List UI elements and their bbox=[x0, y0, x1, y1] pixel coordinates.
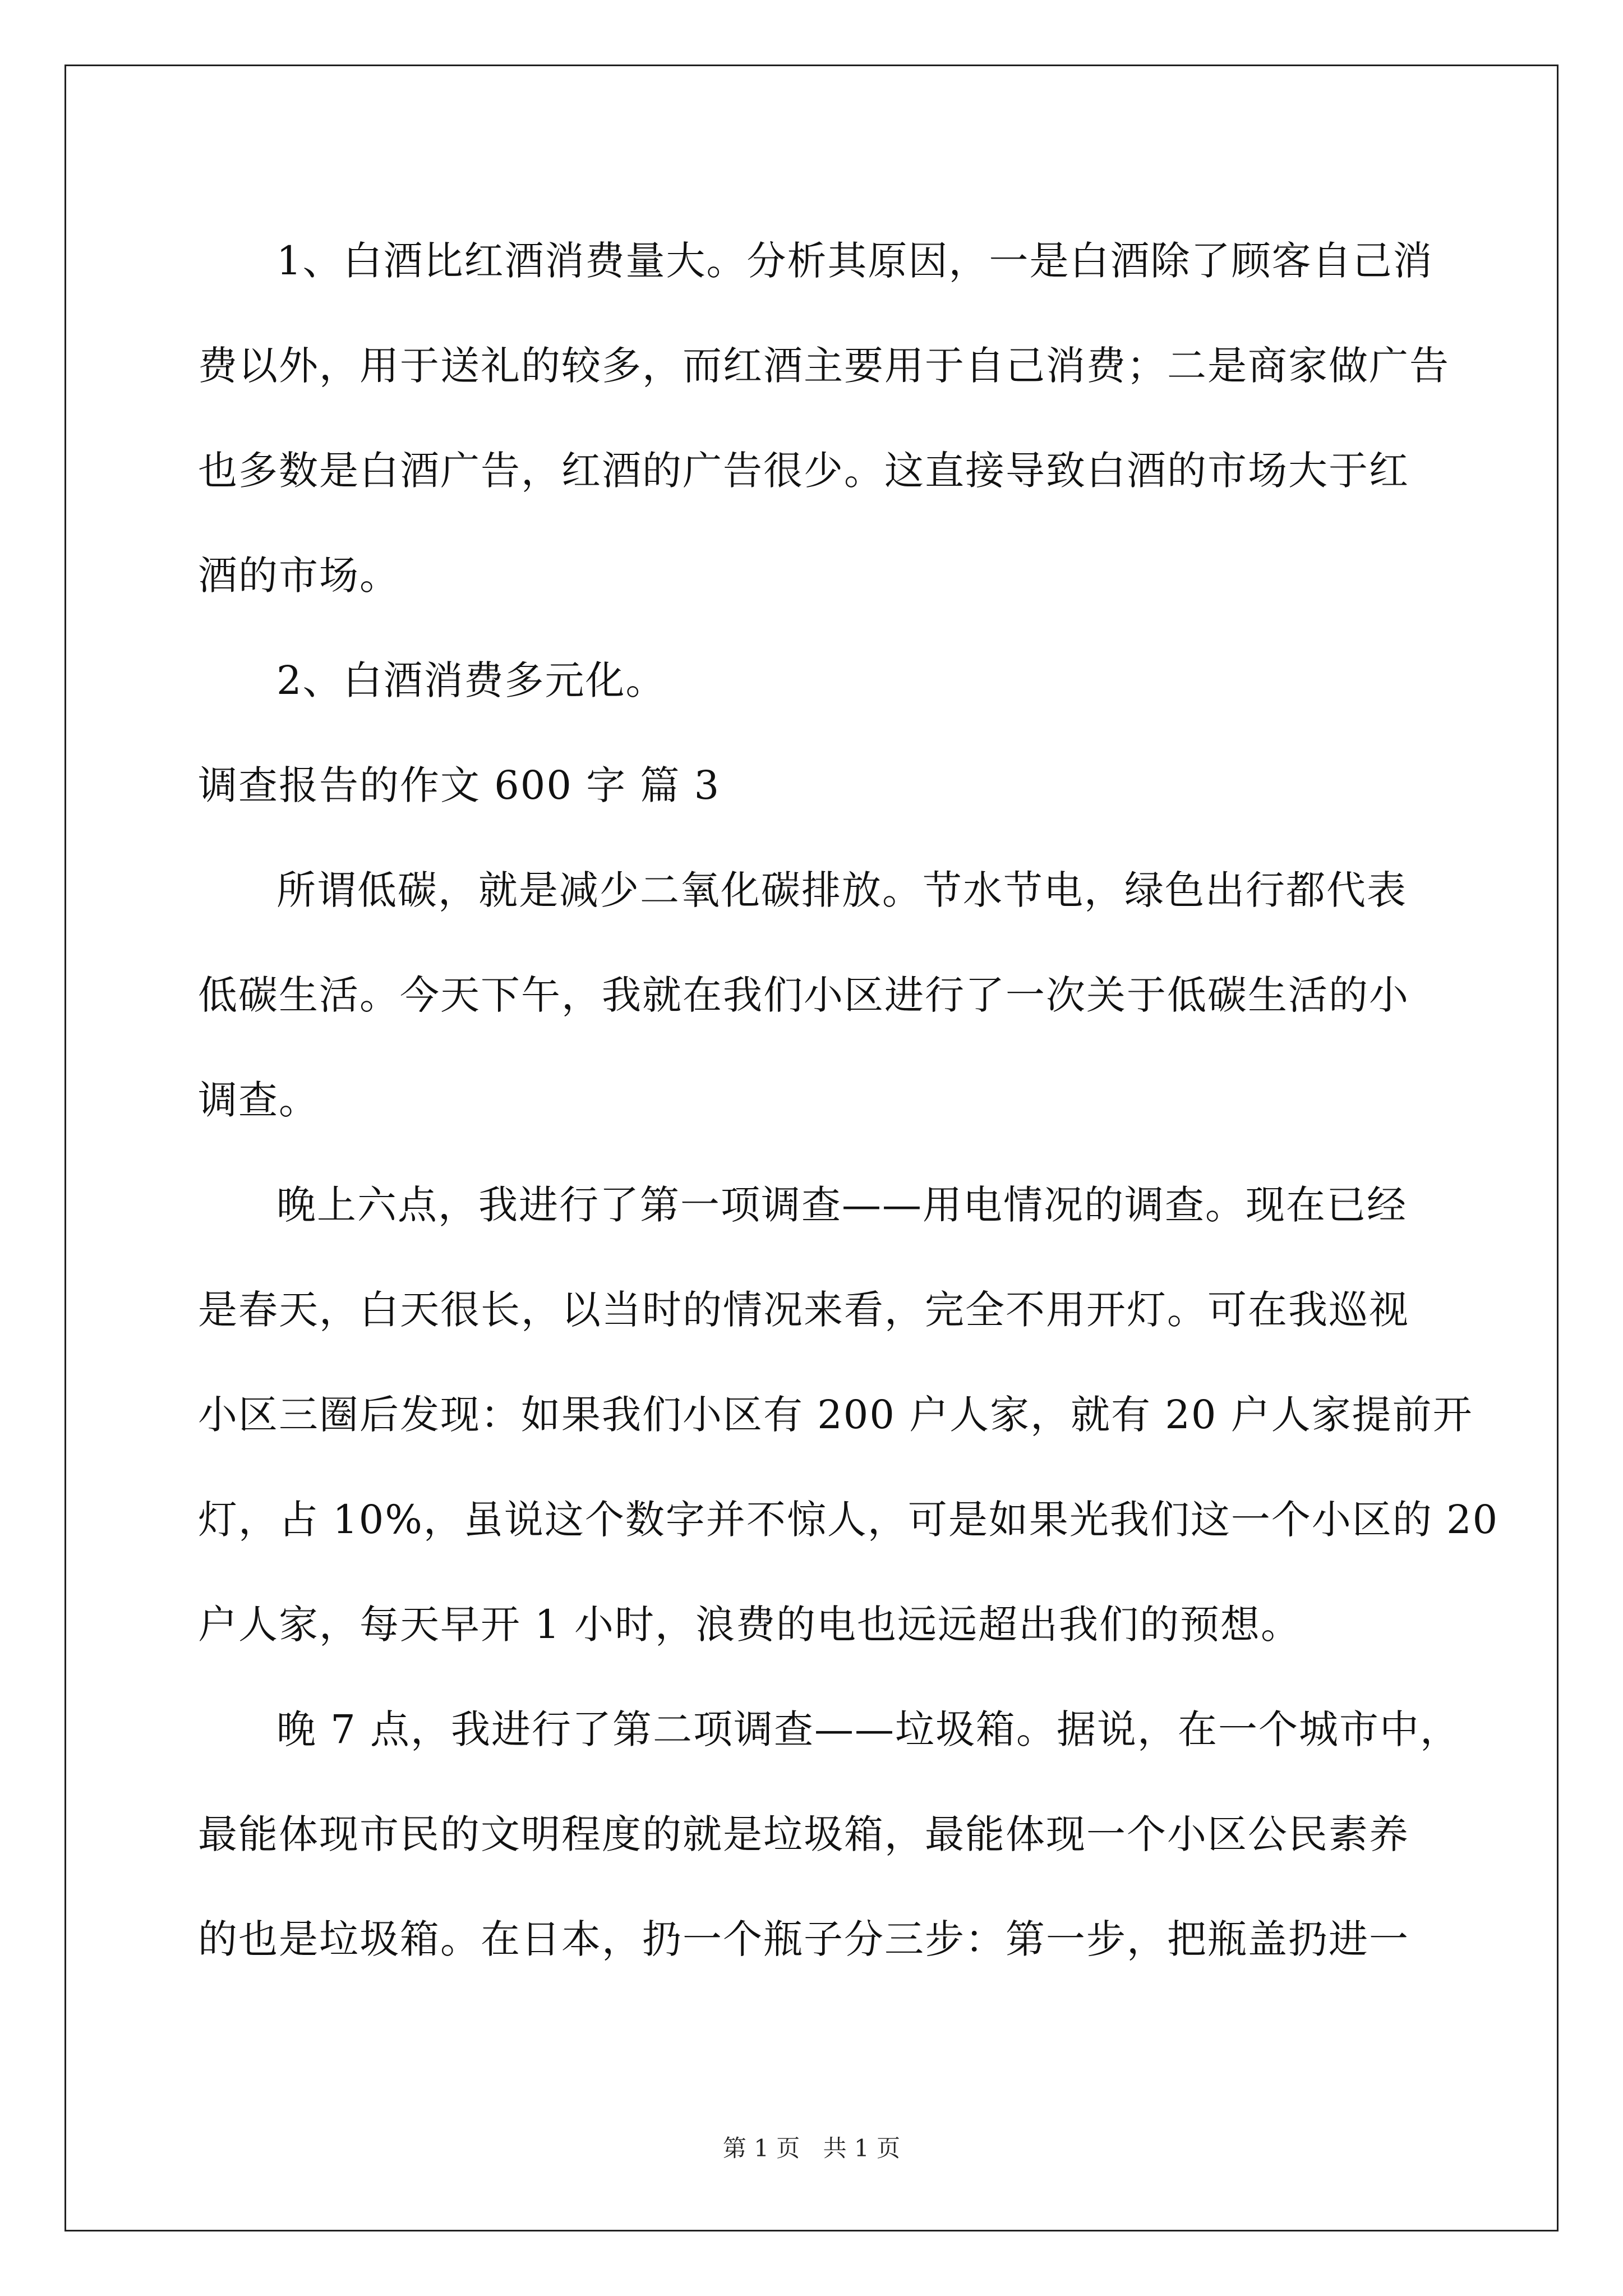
text-line: 是春天，白天很长，以当时的情况来看，完全不用开灯。可在我巡视 bbox=[198, 1287, 1409, 1333]
section-heading bbox=[198, 733, 1432, 838]
paragraph bbox=[198, 209, 1450, 628]
text-line: 户人家，每天早开 1 小时，浪费的电也远远超出我们的预想。 bbox=[198, 1602, 1302, 1648]
paragraph bbox=[198, 1153, 1499, 1677]
paragraph bbox=[198, 1677, 1461, 1992]
text-line: 最能体现市民的文明程度的就是垃圾箱，最能体现一个小区公民素养 bbox=[198, 1811, 1409, 1857]
text-line: 调查。 bbox=[198, 1077, 319, 1123]
text-line: 所谓低碳，就是减少二氧化碳排放。节水节电，绿色出行都代表 bbox=[276, 867, 1407, 913]
text-line: 低碳生活。今天下午，我就在我们小区进行了一次关于低碳生活的小 bbox=[198, 972, 1409, 1018]
text-line: 2、白酒消费多元化。 bbox=[276, 657, 666, 703]
text-line: 晚 7 点，我进行了第二项调查——垃圾箱。据说，在一个城市中， bbox=[276, 1706, 1461, 1752]
heading-text: 调查报告的作文 600 字 篇 3 bbox=[198, 762, 721, 808]
page-footer bbox=[0, 2132, 1623, 2165]
document-body bbox=[198, 209, 1499, 1992]
paragraph bbox=[198, 838, 1432, 1153]
text-line: 小区三圈后发现：如果我们小区有 200 户人家，就有 20 户人家提前开 bbox=[198, 1392, 1473, 1438]
text-line: 1、白酒比红酒消费量大。分析其原因，一是白酒除了顾客自己消 bbox=[276, 238, 1433, 284]
text-line: 晚上六点，我进行了第一项调查——用电情况的调查。现在已经 bbox=[276, 1182, 1407, 1228]
paragraph bbox=[198, 628, 1432, 733]
text-line: 费以外，用于送礼的较多，而红酒主要用于自己消费；二是商家做广告 bbox=[198, 343, 1450, 389]
text-line: 的也是垃圾箱。在日本，扔一个瓶子分三步：第一步，把瓶盖扔进一 bbox=[198, 1916, 1409, 1962]
text-line: 灯，占 10%，虽说这个数字并不惊人，可是如果光我们这一个小区的 20 bbox=[198, 1497, 1499, 1543]
text-line: 酒的市场。 bbox=[198, 553, 400, 599]
page-number-total: 共 1 页 bbox=[823, 2134, 901, 2162]
page-number-current: 第 1 页 bbox=[722, 2134, 800, 2162]
text-line: 也多数是白酒广告，红酒的广告很少。这直接导致白酒的市场大于红 bbox=[198, 448, 1409, 494]
